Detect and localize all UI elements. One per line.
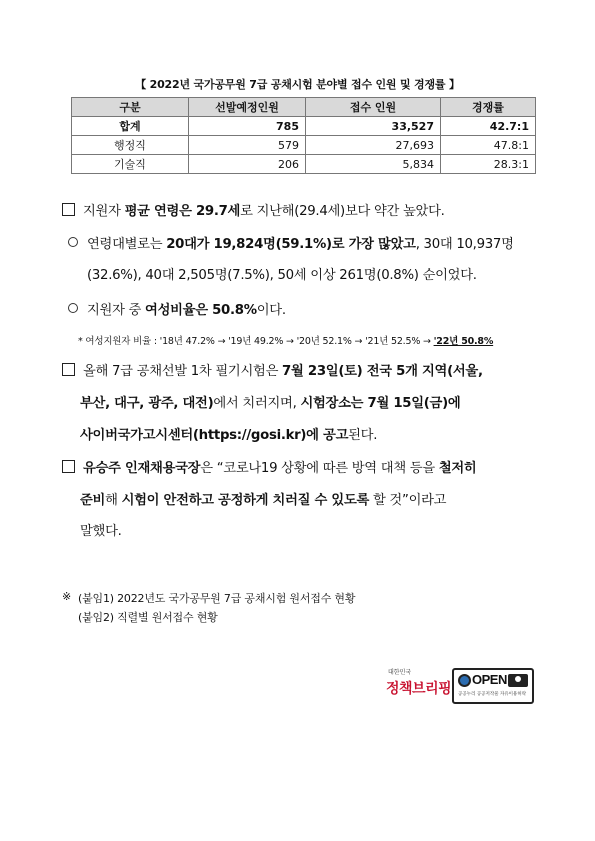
stats-table xyxy=(71,97,536,174)
paragraph-exam-date-cont: 부산, 대구, 광주, 대전)에서 치러지며, 시험장소는 7월 15일(금)에 xyxy=(80,396,461,411)
paragraph-exam-date-cont2: 사이버국가고시센터(https://gosi.kr)에 공고된다. xyxy=(80,428,378,443)
license-badge-icon xyxy=(508,674,528,687)
attachment-mark: ※ xyxy=(62,590,72,603)
paragraph-age-groups: 연령대별로는 20대가 19,824명(59.1%)로 가장 많았고, 30대 10,937명 xyxy=(68,234,514,256)
cell-ratio: 28.3:1 xyxy=(441,155,536,174)
paragraph-age-groups-cont: (32.6%), 40대 2,505명(7.5%), 50세 이상 261명(0.8%) 순이었다. xyxy=(87,268,477,283)
header-applicants: 접수 인원 xyxy=(306,98,441,117)
square-bullet-icon xyxy=(62,460,75,473)
paragraph-quote-cont2: 말했다. xyxy=(80,524,122,539)
square-bullet-icon xyxy=(62,203,75,216)
paragraph-female-ratio: 지원자 중 여성비율은 50.8%이다. xyxy=(68,300,286,322)
open-label: OPEN xyxy=(472,672,507,687)
cell-label: 합계 xyxy=(72,117,189,136)
table-row xyxy=(72,136,536,155)
paragraph-exam-date: 올해 7급 공채선발 1차 필기시험은 7월 23일(토) 전국 5개 지역(서울, xyxy=(62,361,483,383)
square-bullet-icon xyxy=(62,363,75,376)
attachment-2: (붙임2) 직렬별 원서접수 현황 xyxy=(78,611,218,624)
paragraph-quote: 유승주 인재채용국장은 “코로나19 상황에 따른 방역 대책 등을 철저히 xyxy=(62,458,476,480)
table-row xyxy=(72,117,536,136)
circle-bullet-icon xyxy=(68,237,78,247)
open-sub-text: 공공누리 공공저작물 자유이용허락 xyxy=(458,692,527,697)
cell-planned: 785 xyxy=(189,117,306,136)
cell-ratio: 47.8:1 xyxy=(441,136,536,155)
cell-applicants: 33,527 xyxy=(306,117,441,136)
logo-main-text: 정책브리핑 xyxy=(386,681,452,697)
table-title: 【 2022년 국가공무원 7급 공채시험 분야별 접수 인원 및 경쟁률 】 xyxy=(135,78,460,91)
paragraph-age: 지원자 평균 연령은 29.7세로 지난해(29.4세)보다 약간 높았다. xyxy=(62,201,445,223)
policy-briefing-logo xyxy=(384,665,452,705)
table-header-row xyxy=(72,98,536,117)
table-row xyxy=(72,155,536,174)
cell-label: 행정직 xyxy=(72,136,189,155)
cell-label: 기술직 xyxy=(72,155,189,174)
cell-applicants: 5,834 xyxy=(306,155,441,174)
cell-planned: 206 xyxy=(189,155,306,174)
header-planned: 선발예정인원 xyxy=(189,98,306,117)
cell-applicants: 27,693 xyxy=(306,136,441,155)
header-category: 구분 xyxy=(72,98,189,117)
paragraph-quote-cont: 준비해 시험이 안전하고 공정하게 치러질 수 있도록 할 것”이라고 xyxy=(80,493,447,508)
female-ratio-note: * 여성지원자 비율 : '18년 47.2% → '19년 49.2% → '20년 52.1% → '21년 52.5% → '22년 50.8% xyxy=(78,336,494,347)
open-license-logo xyxy=(452,668,534,704)
open-circle-icon xyxy=(458,674,471,687)
header-ratio: 경쟁률 xyxy=(441,98,536,117)
logo-small-text: 대한민국 xyxy=(388,669,412,676)
cell-ratio: 42.7:1 xyxy=(441,117,536,136)
circle-bullet-icon xyxy=(68,303,78,313)
attachment-1: (붙임1) 2022년도 국가공무원 7급 공채시험 원서접수 현황 xyxy=(78,592,356,605)
cell-planned: 579 xyxy=(189,136,306,155)
